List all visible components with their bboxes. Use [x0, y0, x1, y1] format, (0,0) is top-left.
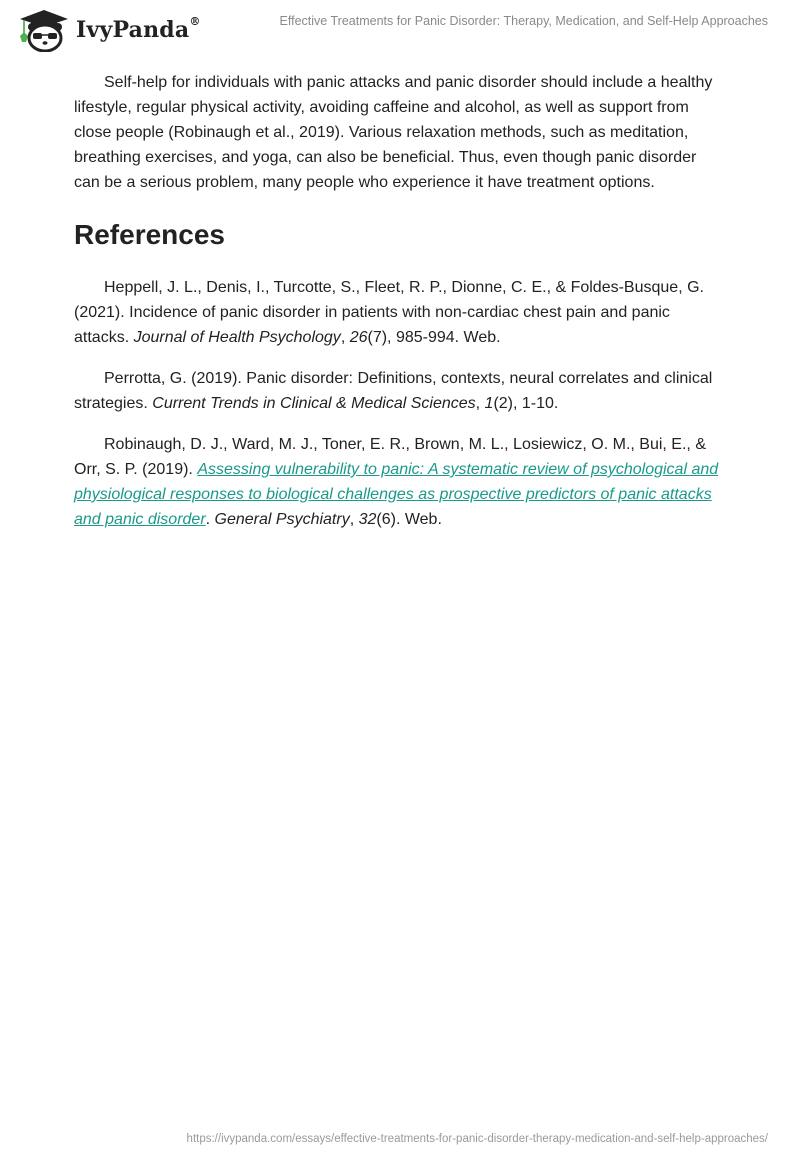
body-paragraph: Self-help for individuals with panic attacks and panic disorder should include a healthy lifestyle, regular physical activity, avoiding caffeine and alcohol, as well as support from close people (Robinaugh et al., 2019). Various relaxation methods, such as meditation, breathing exercises, and yoga, can also be beneficial. Thus, even though panic disorder can be a serious problem, many people who experience it have treatment options. [74, 74, 713, 191]
reference-list [74, 275, 726, 532]
reference-item: Robinaugh, D. J., Ward, M. J., Toner, E. R., Brown, M. L., Losiewicz, O. M., Bui, E., & Orr, S. P. (2019). Assessing vulnerability to panic: A systematic review of psychological and physiological responses to biological challenges as prospective predictors of panic attacks and panic disorder. General Psychiatry, 32(6). Web. [74, 436, 719, 528]
page-header [0, 0, 800, 60]
footer-url[interactable]: https://ivypanda.com/essays/effective-treatments-for-panic-disorder-therapy-medication-and-self-help-approaches/ [186, 1133, 768, 1145]
panda-graduate-icon [18, 8, 70, 52]
volume: 26 [349, 329, 368, 346]
journal-title: Journal of Health Psychology [133, 329, 341, 346]
reference-item: Perrotta, G. (2019). Panic disorder: Definitions, contexts, neural correlates and clinical strategies. Current Trends in Clinical & Medical Sciences, 1(2), 1-10. [74, 370, 713, 412]
references-heading: References [74, 219, 225, 250]
logo-text: IvyPanda® [76, 15, 201, 43]
journal-title: Current Trends in Clinical & Medical Sciences [152, 395, 476, 412]
reference-link[interactable]: Assessing vulnerability to panic: A systematic review of psychological and physiological responses to biological challenges as prospective predictors of panic attacks and panic disorder [74, 461, 719, 528]
reference-item: Heppell, J. L., Denis, I., Turcotte, S., Fleet, R. P., Dionne, C. E., & Foldes-Busque, G. (2021). Incidence of panic disorder in patients with non-cardiac chest pain and panic attacks. Journal of Health Psychology, 26(7), 985-994. Web. [74, 279, 704, 346]
volume: 32 [358, 511, 377, 528]
document-title: Effective Treatments for Panic Disorder: Therapy, Medication, and Self-Help Approaches [279, 14, 768, 28]
ivypanda-logo[interactable] [18, 8, 201, 52]
journal-title: General Psychiatry [214, 511, 350, 528]
volume: 1 [484, 395, 494, 412]
document-content [74, 70, 726, 532]
